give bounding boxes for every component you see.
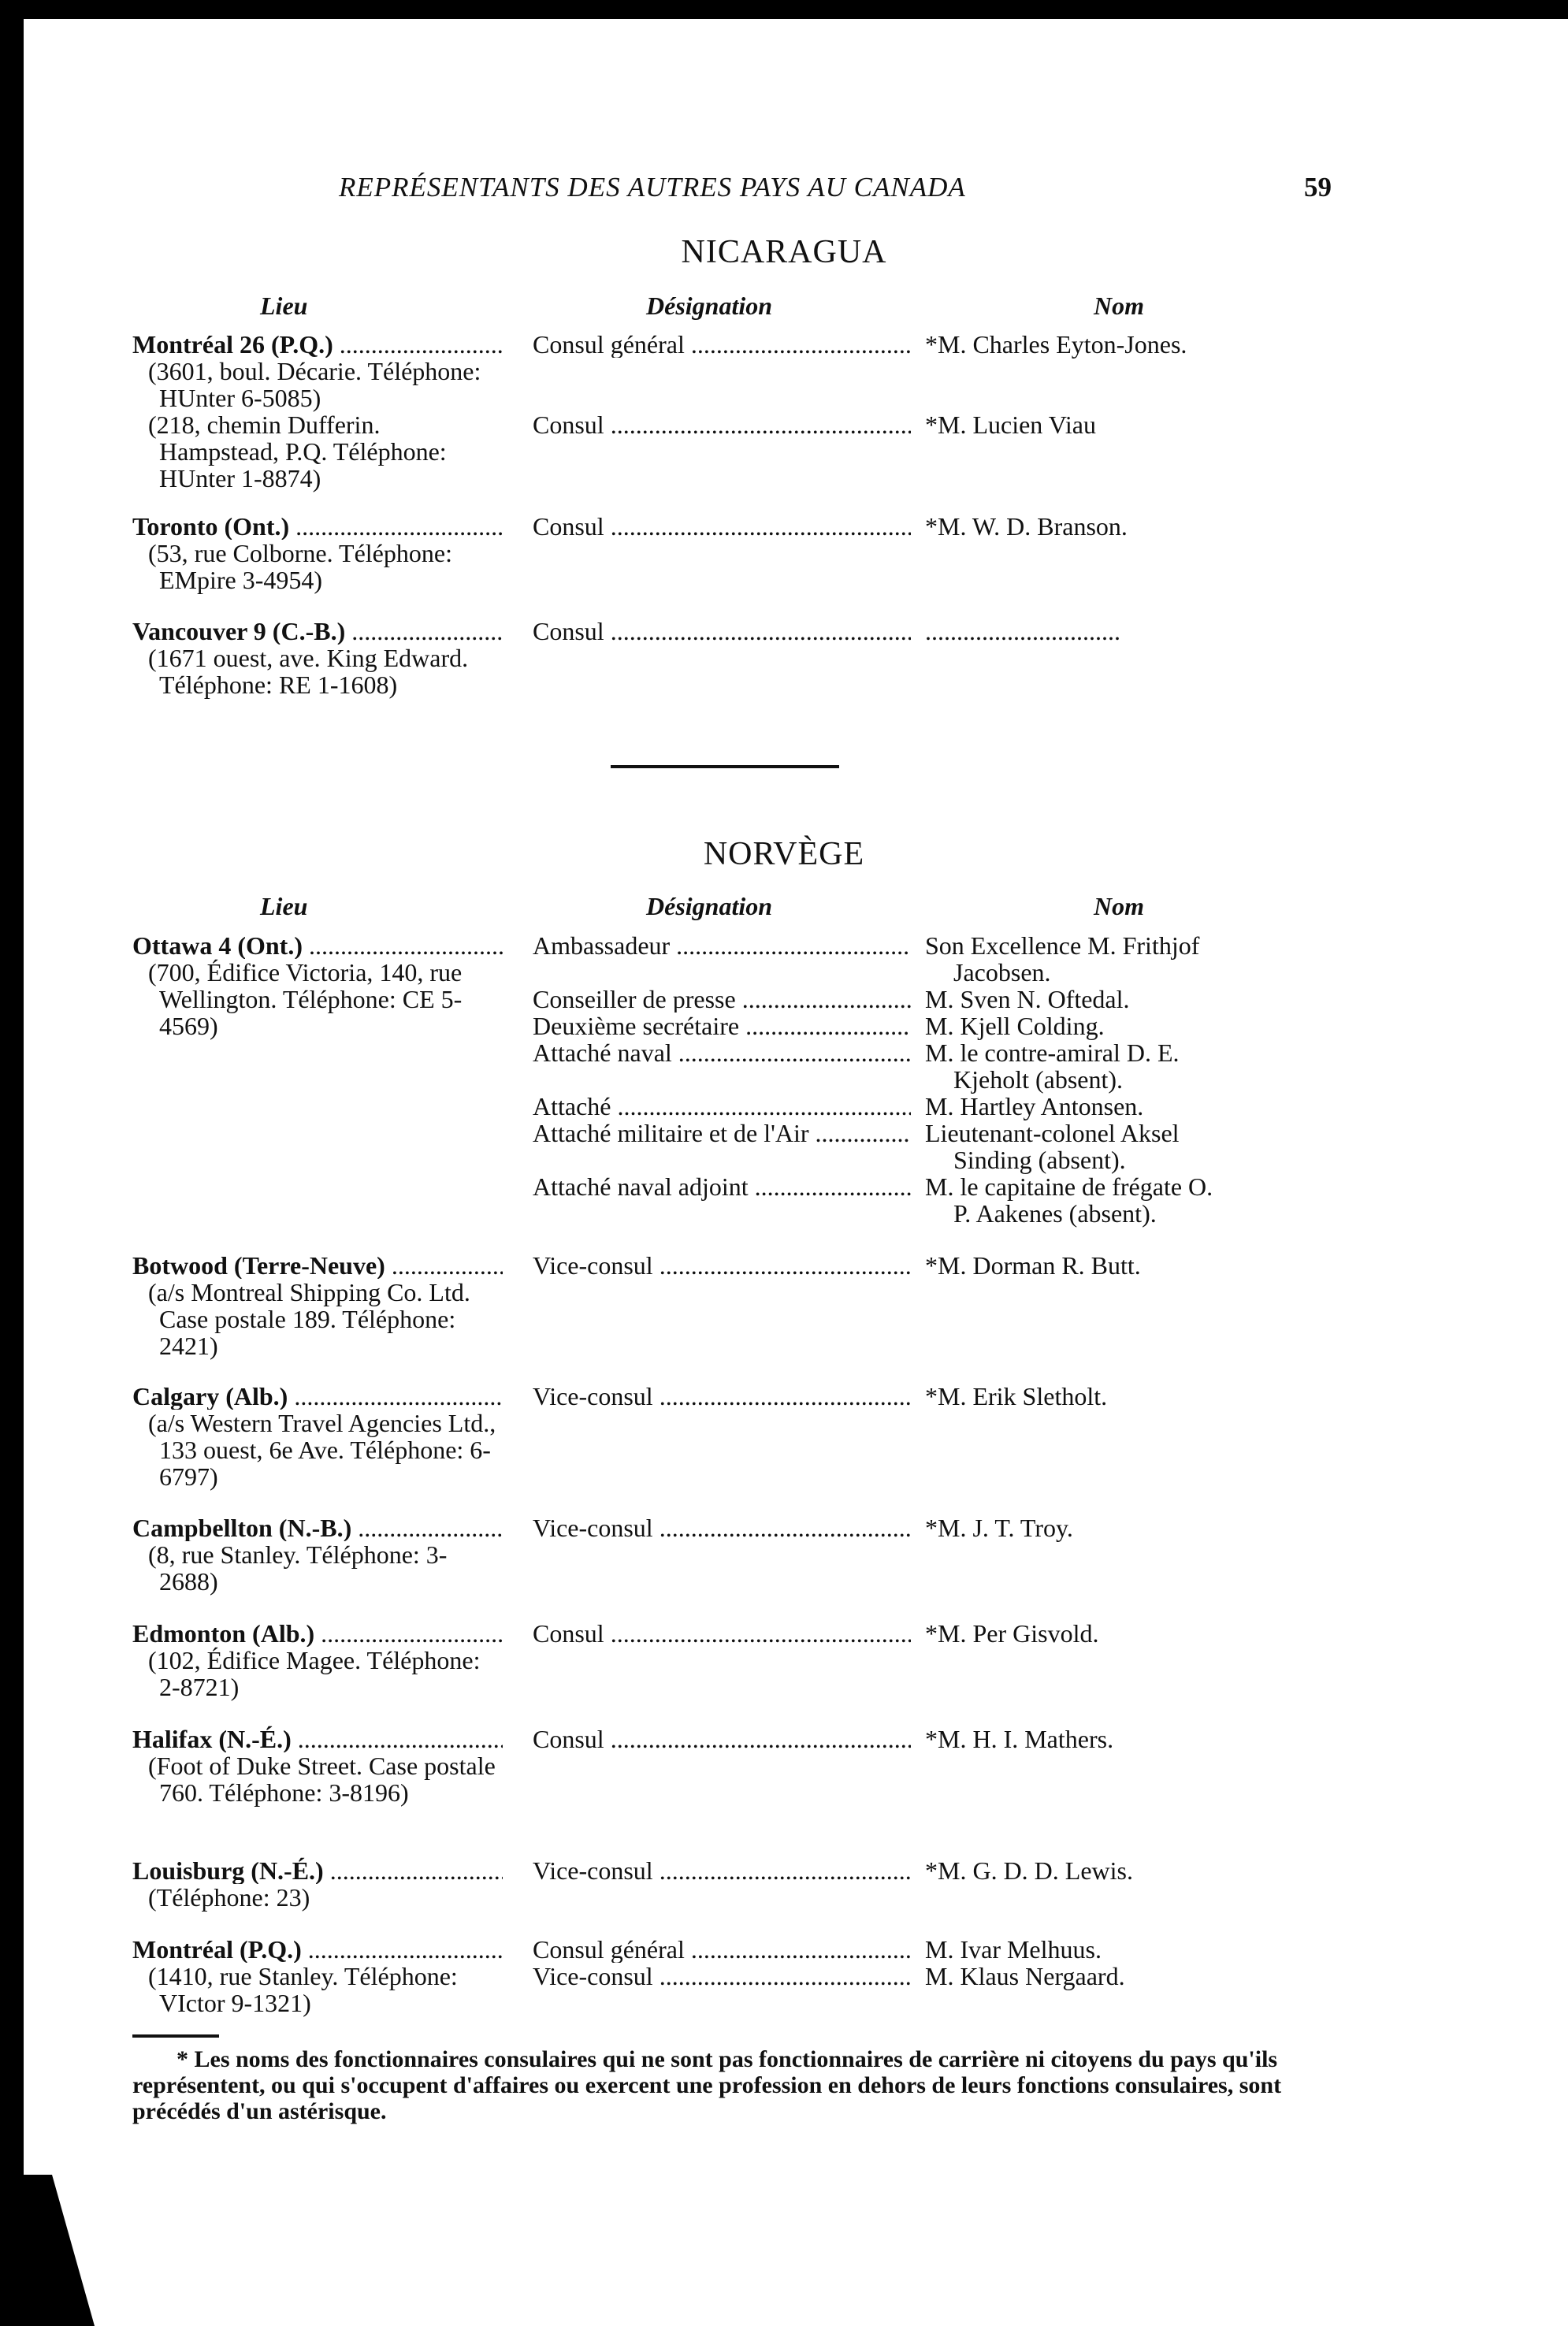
place-name: Calgary (Alb.) ..... [132, 1383, 503, 1410]
address: (Foot of Duke Street. Case postale 760. Téléphone: 3-8196) [148, 1752, 496, 1807]
designation: Attaché naval adjoint ..... [533, 1173, 911, 1227]
name-line: Lieutenant-colonel Aksel [925, 1119, 1180, 1147]
designation: Consul ..... [533, 411, 911, 438]
designation: Consul ..... [533, 1620, 911, 1647]
role-row [533, 1514, 1336, 1541]
column-header-designation: Désignation [646, 292, 773, 320]
official-name: M. Klaus Nergaard. [925, 1962, 1125, 1990]
role-row [533, 1857, 1336, 1884]
footnote-rule [132, 2034, 219, 2038]
address: (Téléphone: 23) [148, 1883, 310, 1912]
address: (53, rue Colborne. Téléphone: EMpire 3-4954) [148, 539, 452, 594]
role-row [533, 1620, 1336, 1647]
name-continuation: Kjeholt (absent). [953, 1065, 1124, 1094]
address: (3601, boul. Décarie. Téléphone: HUnter 6-5085) [148, 357, 481, 412]
name-line: Son Excellence M. Frithjof [925, 931, 1200, 960]
role-row [533, 331, 1336, 358]
official-name: *M. Per Gisvold. [925, 1619, 1099, 1648]
designation: Attaché militaire et de l'Air ..... [533, 1120, 911, 1173]
official-name: M. Kjell Colding. [925, 1012, 1105, 1040]
role-row [533, 1936, 1336, 1963]
designation: Conseiller de presse ..... [533, 986, 911, 1013]
entry-roles [533, 331, 1336, 438]
place-name: Botwood (Terre-Neuve) ..... [132, 1252, 503, 1279]
place-name: Montréal (P.Q.) ..... [132, 1936, 503, 1963]
entry-place [132, 618, 503, 698]
entry-place [132, 1936, 503, 2016]
entry-roles [533, 1936, 1336, 1990]
place-name: Louisburg (N.-É.) ..... [132, 1857, 503, 1884]
entry-place [132, 1383, 503, 1490]
official-name: M. Ivar Melhuus. [925, 1935, 1102, 1964]
place-name: Edmonton (Alb.) ..... [132, 1620, 503, 1647]
entry-roles [533, 1383, 1336, 1410]
official-name [911, 1120, 1327, 1173]
entry-roles [533, 1620, 1336, 1647]
page-number: 59 [1304, 172, 1332, 203]
entry-place [132, 513, 503, 593]
address: (218, chemin Dufferin. Hampstead, P.Q. Téléphone: HUnter 1-8874) [148, 411, 447, 492]
footnote: * Les noms des fonctionnaires consulaires qui ne sont pas fonctionnaires de carrière ni citoyens du pays qu'ils représentent, ou qui s'occupent d'affaires ou exercent une profession en dehors de leurs fonctions consulaires, sont précédés d'un astérisque. [132, 2046, 1282, 2124]
address: (1410, rue Stanley. Téléphone: VIctor 9-1321) [148, 1962, 458, 2017]
entry-place [132, 1620, 503, 1700]
role-row [533, 1252, 1336, 1279]
role-row [533, 513, 1336, 540]
scan-edge-left [0, 0, 24, 2326]
entry-place [132, 932, 503, 1039]
place-name: Halifax (N.-É.) ..... [132, 1726, 503, 1752]
entry-place [132, 1857, 503, 1911]
official-name: M. Sven N. Oftedal. [925, 985, 1130, 1013]
address: (102, Édifice Magee. Téléphone: 2-8721) [148, 1646, 481, 1701]
designation: Consul ..... [533, 513, 911, 540]
entry-roles [533, 1514, 1336, 1541]
entry-roles [533, 513, 1336, 540]
official-name: *M. Lucien Viau [925, 411, 1096, 439]
designation: Consul général ..... [533, 1936, 911, 1963]
designation: Vice-consul ..... [533, 1857, 911, 1884]
designation: Vice-consul ..... [533, 1514, 911, 1541]
designation: Consul ..... [533, 618, 911, 645]
place-name: Vancouver 9 (C.-B.) ..... [132, 618, 503, 645]
role-row [533, 1963, 1336, 1990]
role-row [533, 1726, 1336, 1752]
role-row [533, 1013, 1336, 1039]
place-name: Toronto (Ont.) ..... [132, 513, 503, 540]
entry-roles [533, 1726, 1336, 1752]
address: (a/s Montreal Shipping Co. Ltd. Case postale 189. Téléphone: 2421) [148, 1278, 470, 1360]
running-title: REPRÉSENTANTS DES AUTRES PAYS AU CANADA [339, 172, 966, 203]
official-name: *M. W. D. Branson. [925, 512, 1128, 541]
role-row [533, 1173, 1336, 1227]
official-name: *M. Erik Sletholt. [925, 1382, 1108, 1410]
official-name [911, 1173, 1327, 1227]
address: (1671 ouest, ave. King Edward. Téléphone: RE 1-1608) [148, 644, 469, 699]
name-continuation: Sinding (absent). [953, 1146, 1126, 1174]
place-name: Campbellton (N.-B.) ..... [132, 1514, 503, 1541]
role-row [533, 1039, 1336, 1093]
column-header-lieu: Lieu [260, 892, 308, 920]
designation: Attaché ..... [533, 1093, 911, 1120]
name-continuation: P. Aakenes (absent). [953, 1199, 1157, 1228]
scan-edge-top [0, 0, 1568, 19]
entry-place [132, 1252, 503, 1359]
role-row [533, 618, 1336, 645]
role-row [533, 1383, 1336, 1410]
designation: Consul général ..... [533, 331, 911, 358]
official-name: *M. Charles Eyton-Jones. [925, 330, 1187, 359]
designation: Deuxième secrétaire ..... [533, 1013, 911, 1039]
entry-roles [533, 932, 1336, 1227]
column-header-nom: Nom [1094, 292, 1144, 320]
role-row [533, 411, 1336, 438]
designation: Vice-consul ..... [533, 1252, 911, 1279]
section-divider [611, 765, 839, 768]
designation: Ambassadeur ..... [533, 932, 911, 986]
column-header-nom: Nom [1094, 892, 1144, 920]
official-name: *M. J. T. Troy. [925, 1514, 1073, 1542]
designation: Vice-consul ..... [533, 1383, 911, 1410]
entry-place [132, 1726, 503, 1806]
name-line: M. le contre-amiral D. E. [925, 1039, 1180, 1067]
entry-place [132, 331, 503, 492]
official-name: *M. H. I. Mathers. [925, 1725, 1114, 1753]
designation: Vice-consul ..... [533, 1963, 911, 1990]
official-name: ............................... [925, 617, 1120, 645]
official-name: *M. G. D. D. Lewis. [925, 1856, 1133, 1885]
official-name: *M. Dorman R. Butt. [925, 1251, 1141, 1280]
role-row [533, 1093, 1336, 1120]
official-name: M. Hartley Antonsen. [925, 1092, 1144, 1120]
address: (700, Édifice Victoria, 140, rue Wellington. Téléphone: CE 5-4569) [148, 958, 463, 1040]
section-title-norvege: NORVÈGE [703, 836, 865, 872]
entry-place [132, 1514, 503, 1595]
role-row [533, 986, 1336, 1013]
column-header-designation: Désignation [646, 892, 773, 920]
place-name: Montréal 26 (P.Q.) ..... [132, 331, 503, 358]
designation: Attaché naval ..... [533, 1039, 911, 1093]
official-name [911, 932, 1327, 986]
name-line: M. le capitaine de frégate O. [925, 1172, 1213, 1201]
entry-roles [533, 1252, 1336, 1279]
address: (8, rue Stanley. Téléphone: 3-2688) [148, 1540, 448, 1596]
official-name [911, 1039, 1327, 1093]
address: (a/s Western Travel Agencies Ltd., 133 ouest, 6e Ave. Téléphone: 6-6797) [148, 1409, 496, 1491]
scan-edge-corner [0, 2175, 95, 2326]
place-name: Ottawa 4 (Ont.) ..... [132, 932, 503, 959]
role-row [533, 932, 1336, 986]
entry-roles [533, 1857, 1336, 1884]
name-continuation: Jacobsen. [953, 958, 1051, 987]
entry-roles [533, 618, 1336, 645]
role-row [533, 1120, 1336, 1173]
column-header-lieu: Lieu [260, 292, 308, 320]
designation: Consul ..... [533, 1726, 911, 1752]
section-title-nicaragua: NICARAGUA [681, 234, 887, 270]
